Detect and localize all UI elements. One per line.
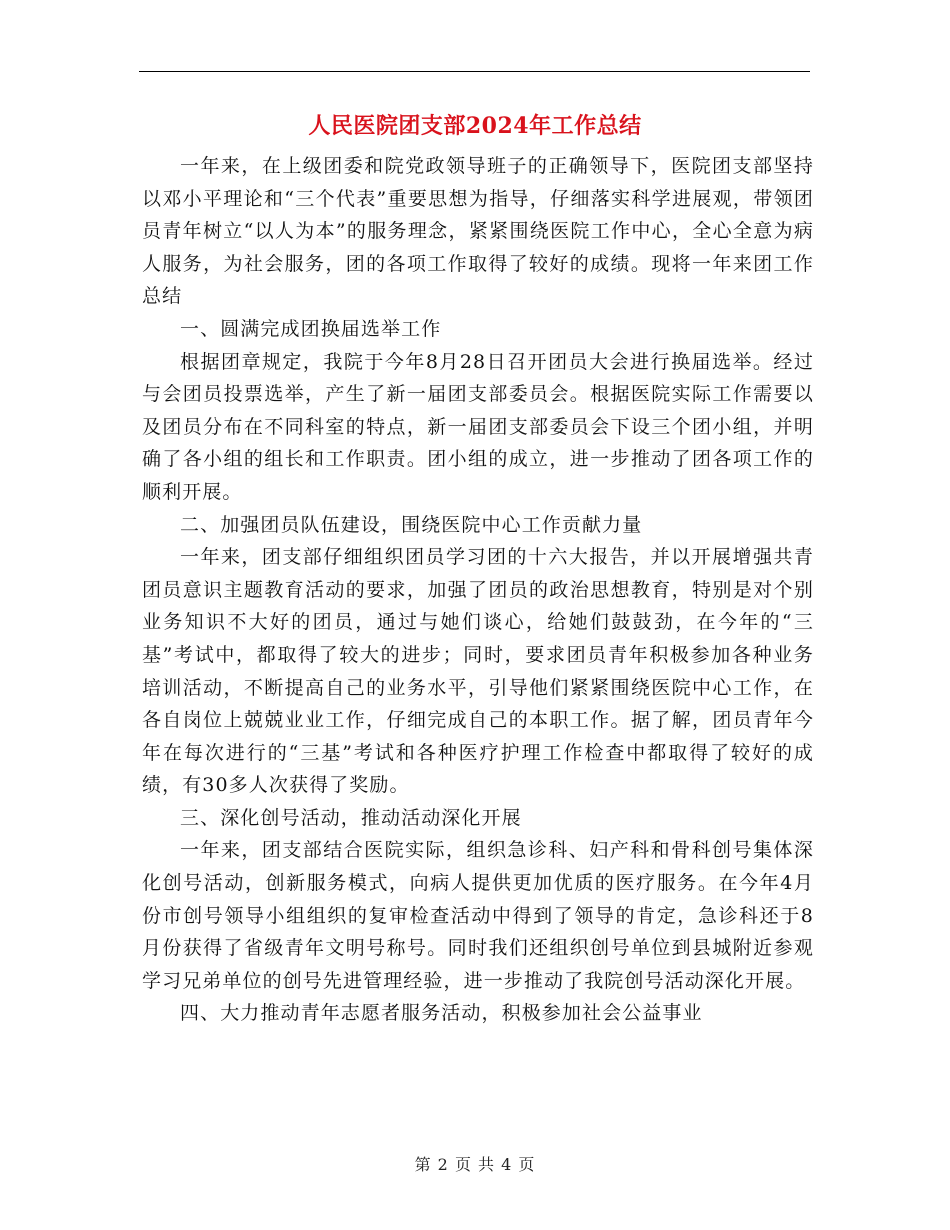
paragraph-section-3: 一年来，团支部结合医院实际，组织急诊科、妇产科和骨科创号集体深化创号活动，创新服务模式，向病人提供更加优质的医疗服务。在今年4月份市创号领导小组组织的复审检查活动中得到了领导的肯定，急诊科还于8月份获得了省级青年文明号称号。同时我们还组织创号单位到县城附近参观学习兄弟单位的创号先进管理经验，进一步推动了我院创号活动深化开展。 bbox=[142, 839, 814, 992]
section-heading-2: 二、加强团员队伍建设，围绕医院中心工作贡献力量 bbox=[180, 513, 643, 536]
paragraph-section-2: 一年来，团支部仔细组织团员学习团的十六大报告，并以开展增强共青团员意识主题教育活动的要求，加强了团员的政治思想教育，特别是对个别业务知识不大好的团员，通过与她们谈心，给她们鼓鼓劲，在今年的“三基”考试中，都取得了较大的进步；同时，要求团员青年积极参加各种业务培训活动，不断提高自己的业务水平，引导他们紧紧围绕医院中心工作，在各自岗位上兢兢业业工作，仔细完成自己的本职工作。据了解，团员青年今年在每次进行的“三基”考试和各种医疗护理工作检查中都取得了较好的成绩，有30多人次获得了奖励。 bbox=[142, 546, 814, 797]
paragraph-section-1: 根据团章规定，我院于今年8月28日召开团员大会进行换届选举。经过与会团员投票选举，产生了新一届团支部委员会。根据医院实际工作需要以及团员分布在不同科室的特点，新一届团支部委员会下设三个团小组，并明确了各小组的组长和工作职责。团小组的成立，进一步推动了团各项工作的顺利开展。 bbox=[142, 350, 814, 503]
document-title: 人民医院团支部2024年工作总结 bbox=[308, 113, 642, 139]
header-rule bbox=[139, 71, 810, 72]
section-heading-4: 四、大力推动青年志愿者服务活动，积极参加社会公益事业 bbox=[180, 1002, 703, 1025]
section-heading-1: 一、圆满完成团换届选举工作 bbox=[180, 317, 442, 340]
document-body bbox=[142, 150, 814, 1030]
paragraph-intro: 一年来，在上级团委和院党政领导班子的正确领导下，医院团支部坚持以邓小平理论和“三个代表”重要思想为指导，仔细落实科学进展观，带领团员青年树立“以人为本”的服务理念，紧紧围绕医院工作中心，全心全意为病人服务，为社会服务，团的各项工作取得了较好的成绩。现将一年来团工作总结 bbox=[142, 155, 814, 308]
page-number: 第 2 页 共 4 页 bbox=[414, 1155, 536, 1174]
section-heading-3: 三、深化创号活动，推动活动深化开展 bbox=[180, 806, 522, 829]
